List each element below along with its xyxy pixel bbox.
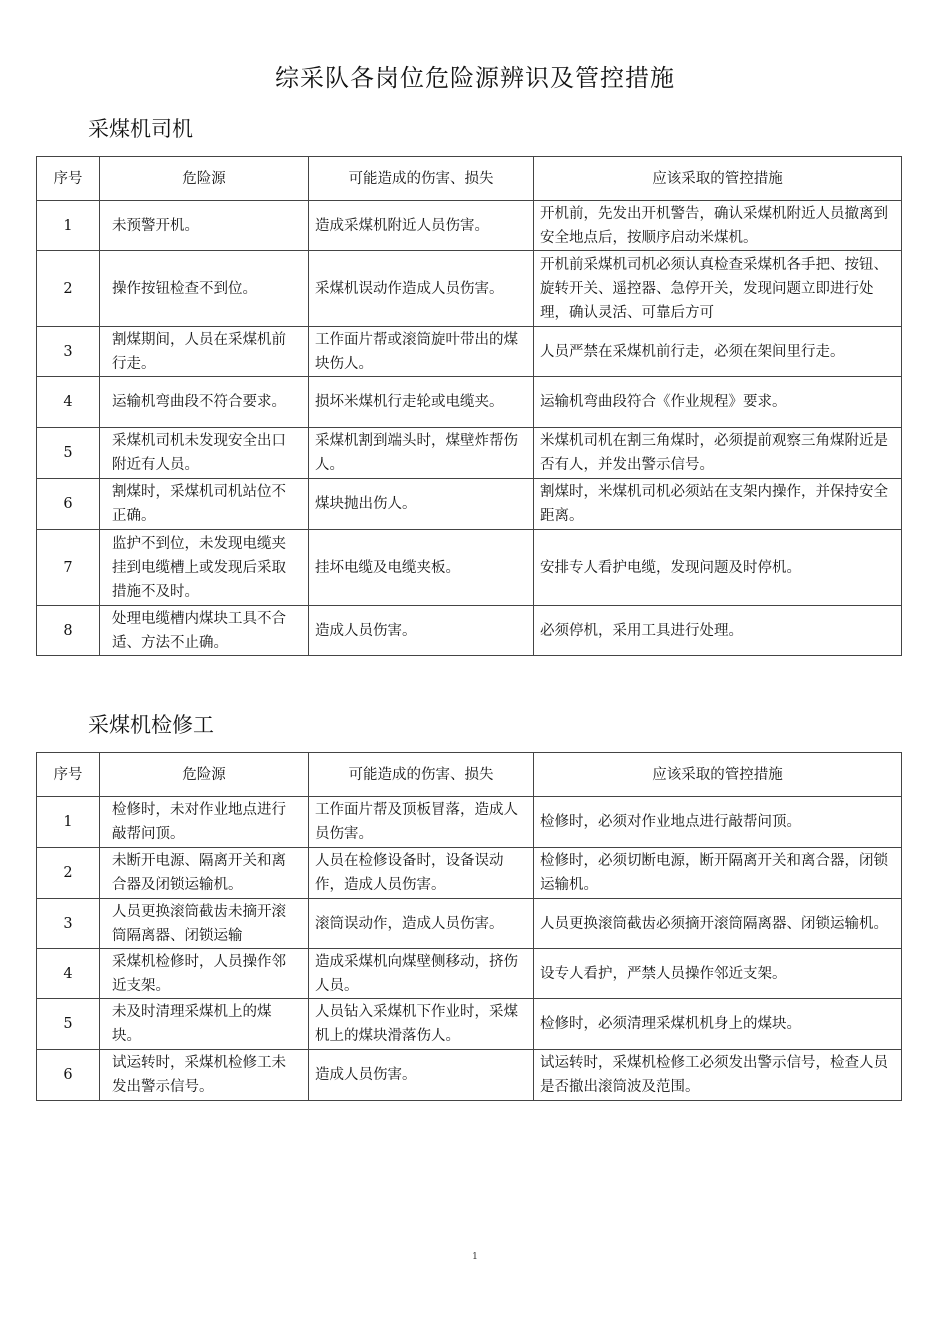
row-number: 4 (37, 377, 100, 428)
row-number: 8 (37, 606, 100, 656)
header-hazard: 危险源 (100, 157, 309, 201)
hazard-table-shearer-repairer (36, 752, 902, 1101)
row-control: 必须停机，采用工具进行处理。 (534, 606, 902, 656)
row-number: 3 (37, 327, 100, 377)
table-row (37, 479, 902, 530)
table-row (37, 377, 902, 428)
header-control: 应该采取的管控措施 (534, 157, 902, 201)
row-control: 人员更换滚筒截齿必须摘开滚筒隔离器、闭锁运输机。 (534, 899, 902, 949)
row-control: 安排专人看护电缆，发现问题及时停机。 (534, 530, 902, 606)
table-header-row (37, 753, 902, 797)
row-number: 2 (37, 251, 100, 327)
row-hazard: 人员更换滚筒截齿未摘开滚筒隔离器、闭锁运输 (100, 899, 309, 949)
row-number: 4 (37, 949, 100, 999)
header-harm: 可能造成的伤害、损失 (309, 753, 534, 797)
table-row (37, 848, 902, 899)
row-hazard: 运输机弯曲段不符合要求。 (100, 377, 309, 428)
document-title: 综采队各岗位危险源辨识及管控措施 (275, 64, 675, 92)
hazard-table-shearer-driver (36, 156, 902, 656)
page-number: 1 (472, 1252, 478, 1262)
row-control: 割煤时，米煤机司机必须站在支架内操作，并保持安全距离。 (534, 479, 902, 530)
header-harm: 可能造成的伤害、损失 (309, 157, 534, 201)
header-number: 序号 (37, 157, 100, 201)
row-hazard: 检修时，未对作业地点进行敲帮问顶。 (100, 797, 309, 848)
row-hazard: 监护不到位，未发现电缆夹挂到电缆槽上或发现后采取措施不及时。 (100, 530, 309, 606)
row-number: 7 (37, 530, 100, 606)
row-number: 6 (37, 479, 100, 530)
header-number: 序号 (37, 753, 100, 797)
row-control: 开机前，先发出开机警告，确认采煤机附近人员撤离到安全地点后，按顺序启动米煤机。 (534, 201, 902, 251)
table-row (37, 606, 902, 656)
section-title-shearer-driver: 采煤机司机 (88, 117, 193, 141)
table-row (37, 999, 902, 1050)
row-harm: 人员钻入采煤机下作业时，采煤机上的煤块滑落伤人。 (309, 999, 534, 1050)
row-hazard: 采煤机司机未发现安全出口附近有人员。 (100, 428, 309, 479)
row-hazard: 采煤机检修时，人员操作邻近支架。 (100, 949, 309, 999)
row-harm: 工作面片帮及顶板冒落，造成人员伤害。 (309, 797, 534, 848)
row-harm: 造成采煤机附近人员伤害。 (309, 201, 534, 251)
row-hazard: 割煤期间，人员在采煤机前行走。 (100, 327, 309, 377)
row-control: 试运转时，采煤机检修工必须发出警示信号，检查人员是否撤出滚筒波及范围。 (534, 1050, 902, 1101)
table-row (37, 530, 902, 606)
row-harm: 工作面片帮或滚筒旋叶带出的煤块伤人。 (309, 327, 534, 377)
row-control: 设专人看护，严禁人员操作邻近支架。 (534, 949, 902, 999)
row-harm: 造成人员伤害。 (309, 1050, 534, 1101)
row-number: 3 (37, 899, 100, 949)
row-harm: 挂坏电缆及电缆夹板。 (309, 530, 534, 606)
row-number: 5 (37, 999, 100, 1050)
table-row (37, 899, 902, 949)
row-hazard: 割煤时，采煤机司机站位不正确。 (100, 479, 309, 530)
row-harm: 造成采煤机向煤壁侧移动，挤伤人员。 (309, 949, 534, 999)
table-row (37, 797, 902, 848)
row-number: 1 (37, 797, 100, 848)
row-control: 开机前采煤机司机必须认真检查采煤机各手把、按钮、旋转开关、遥控器、急停开关，发现问题立即进行处理，确认灵活、可靠后方可 (534, 251, 902, 327)
table-header-row (37, 157, 902, 201)
row-number: 5 (37, 428, 100, 479)
row-control: 检修时，必须对作业地点进行敲帮问顶。 (534, 797, 902, 848)
row-hazard: 试运转时，采煤机检修工未发出警示信号。 (100, 1050, 309, 1101)
row-control: 检修时，必须清理采煤机机身上的煤块。 (534, 999, 902, 1050)
row-harm: 损坏米煤机行走轮或电缆夹。 (309, 377, 534, 428)
header-hazard: 危险源 (100, 753, 309, 797)
table-row (37, 327, 902, 377)
row-number: 1 (37, 201, 100, 251)
section-title-shearer-repairer: 采煤机检修工 (88, 713, 214, 737)
row-number: 6 (37, 1050, 100, 1101)
row-hazard: 未及时清理采煤机上的煤块。 (100, 999, 309, 1050)
row-control: 人员严禁在采煤机前行走，必须在架间里行走。 (534, 327, 902, 377)
table-row (37, 949, 902, 999)
table-row (37, 251, 902, 327)
row-harm: 采煤机误动作造成人员伤害。 (309, 251, 534, 327)
row-hazard: 未断开电源、隔离开关和离合器及闭锁运输机。 (100, 848, 309, 899)
table-row (37, 201, 902, 251)
table-row (37, 1050, 902, 1101)
row-control: 米煤机司机在割三角煤时，必须提前观察三角煤附近是否有人，并发出警示信号。 (534, 428, 902, 479)
row-number: 2 (37, 848, 100, 899)
row-control: 检修时，必须切断电源，断开隔离开关和离合器，闭锁运输机。 (534, 848, 902, 899)
row-hazard: 处理电缆槽内煤块工具不合适、方法不止确。 (100, 606, 309, 656)
row-harm: 造成人员伤害。 (309, 606, 534, 656)
row-harm: 滚筒误动作，造成人员伤害。 (309, 899, 534, 949)
row-harm: 人员在检修设备时，设备误动作，造成人员伤害。 (309, 848, 534, 899)
row-control: 运输机弯曲段符合《作业规程》要求。 (534, 377, 902, 428)
row-harm: 煤块抛出伤人。 (309, 479, 534, 530)
row-harm: 采煤机割到端头时，煤壁炸帮伤人。 (309, 428, 534, 479)
row-hazard: 操作按钮检查不到位。 (100, 251, 309, 327)
row-hazard: 未预警开机。 (100, 201, 309, 251)
header-control: 应该采取的管控措施 (534, 753, 902, 797)
table-row (37, 428, 902, 479)
